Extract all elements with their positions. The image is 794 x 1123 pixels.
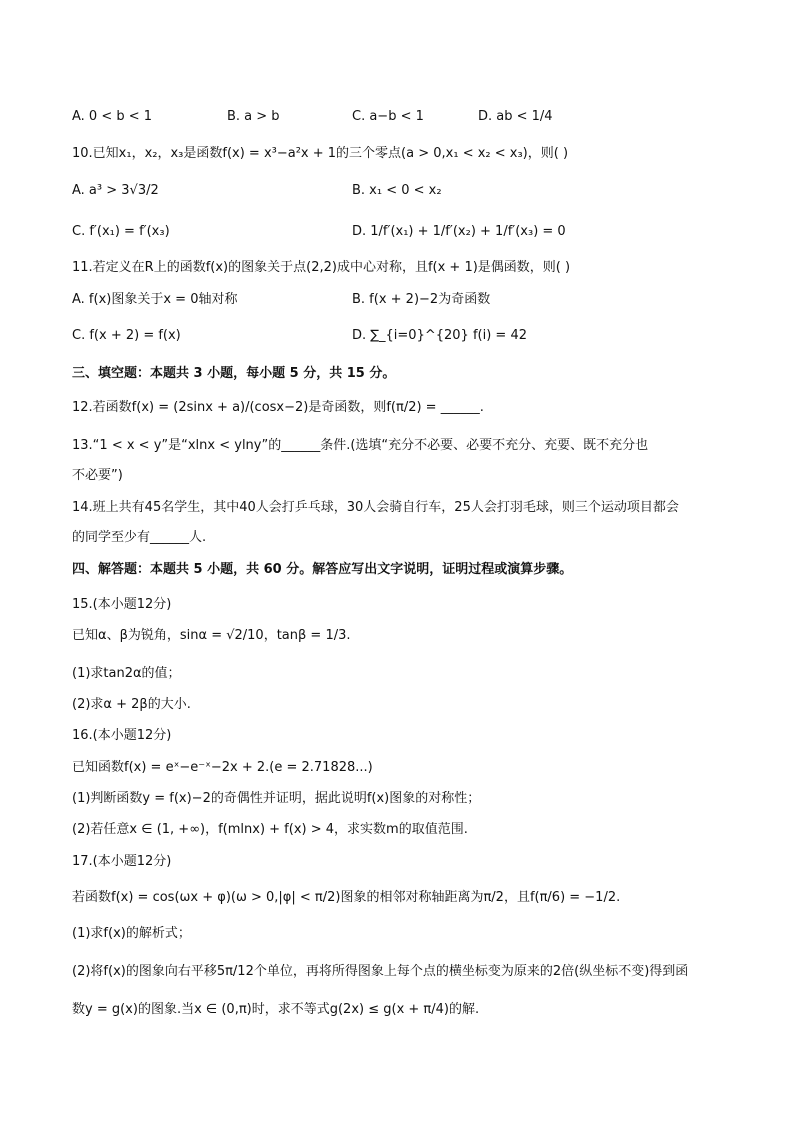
q9-option-c: C. a−b < 1 [352, 109, 424, 124]
q17-part2-line2: 数y = g(x)的图象.当x ∈ (0,π)时，求不等式g(2x) ≤ g(x + π/4)的解. [72, 1002, 480, 1017]
q9-option-a: A. 0 < b < 1 [72, 109, 153, 124]
q11-option-b: B. f(x + 2)−2为奇函数 [352, 292, 491, 307]
q11-options-row2 [72, 326, 722, 346]
q17-header: 17.(本小题12分) [72, 854, 172, 869]
q17-stem: 若函数f(x) = cos(ωx + φ)(ω > 0,|φ| < π/2)图象的相邻对称轴距离为π/2，且f(π/6) = −1/2. [72, 890, 621, 905]
q9-option-d: D. ab < 1/4 [478, 109, 553, 124]
q13-line1: 13.“1 < x < y”是“xlnx < ylny”的______条件.(选填“充分不必要、必要不充分、充要、既不充分也 [72, 438, 649, 453]
q16-header: 16.(本小题12分) [72, 728, 172, 743]
q16-part1: (1)判断函数y = f(x)−2的奇偶性并证明，据此说明f(x)图象的对称性； [72, 791, 481, 806]
q10-option-c: C. f′(x₁) = f′(x₃) [72, 224, 170, 239]
q13-line2: 不必要”) [72, 468, 123, 483]
q15-part2: (2)求α + 2β的大小. [72, 697, 191, 712]
q15-stem: 已知α、β为锐角，sinα = √2/10，tanβ = 1/3. [72, 628, 351, 643]
q10-options-row2 [72, 222, 722, 242]
q9-option-b: B. a > b [227, 109, 280, 124]
q14-line2: 的同学至少有______人. [72, 530, 207, 545]
q11-option-c: C. f(x + 2) = f(x) [72, 328, 181, 343]
q16-part2: (2)若任意x ∈ (1, +∞)，f(mlnx) + f(x) > 4，求实数m的取值范围. [72, 822, 468, 837]
section-fill-in-heading: 三、填空题：本题共 3 小题，每小题 5 分，共 15 分。 [72, 366, 396, 381]
q10-option-a: A. a³ > 3√3/2 [72, 183, 159, 198]
section-solve-heading: 四、解答题：本题共 5 小题，共 60 分。解答应写出文字说明，证明过程或演算步骤。 [72, 562, 573, 577]
q10-options-row1 [72, 181, 722, 201]
q11-stem: 11.若定义在R上的函数f(x)的图象关于点(2,2)成中心对称，且f(x + 1)是偶函数，则( ) [72, 260, 571, 275]
q15-header: 15.(本小题12分) [72, 597, 172, 612]
q12: 12.若函数f(x) = (2sinx + a)/(cosx−2)是奇函数，则f(π/2) = ______. [72, 400, 484, 415]
q16-stem: 已知函数f(x) = eˣ−e⁻ˣ−2x + 2.(e = 2.71828...) [72, 760, 373, 775]
q15-part1: (1)求tan2α的值； [72, 666, 181, 681]
q17-part1: (1)求f(x)的解析式； [72, 926, 191, 941]
q11-option-a: A. f(x)图象关于x = 0轴对称 [72, 292, 238, 307]
q14-line1: 14.班上共有45名学生，其中40人会打乒乓球，30人会骑自行车，25人会打羽毛球，则三个运动项目都会 [72, 500, 679, 515]
q17-part2-line1: (2)将f(x)的图象向右平移5π/12个单位，再将所得图象上每个点的横坐标变为原来的2倍(纵坐标不变)得到函 [72, 964, 689, 979]
q10-option-d: D. 1/f′(x₁) + 1/f′(x₂) + 1/f′(x₃) = 0 [352, 224, 566, 239]
q10-stem: 10.已知x₁，x₂，x₃是函数f(x) = x³−a²x + 1的三个零点(a > 0,x₁ < x₂ < x₃)，则( ) [72, 146, 569, 161]
q10-option-b: B. x₁ < 0 < x₂ [352, 183, 442, 198]
q9-options [72, 107, 722, 127]
q11-option-d: D. ∑_{i=0}^{20} f(i) = 42 [352, 328, 527, 343]
q11-options-row1 [72, 290, 722, 310]
